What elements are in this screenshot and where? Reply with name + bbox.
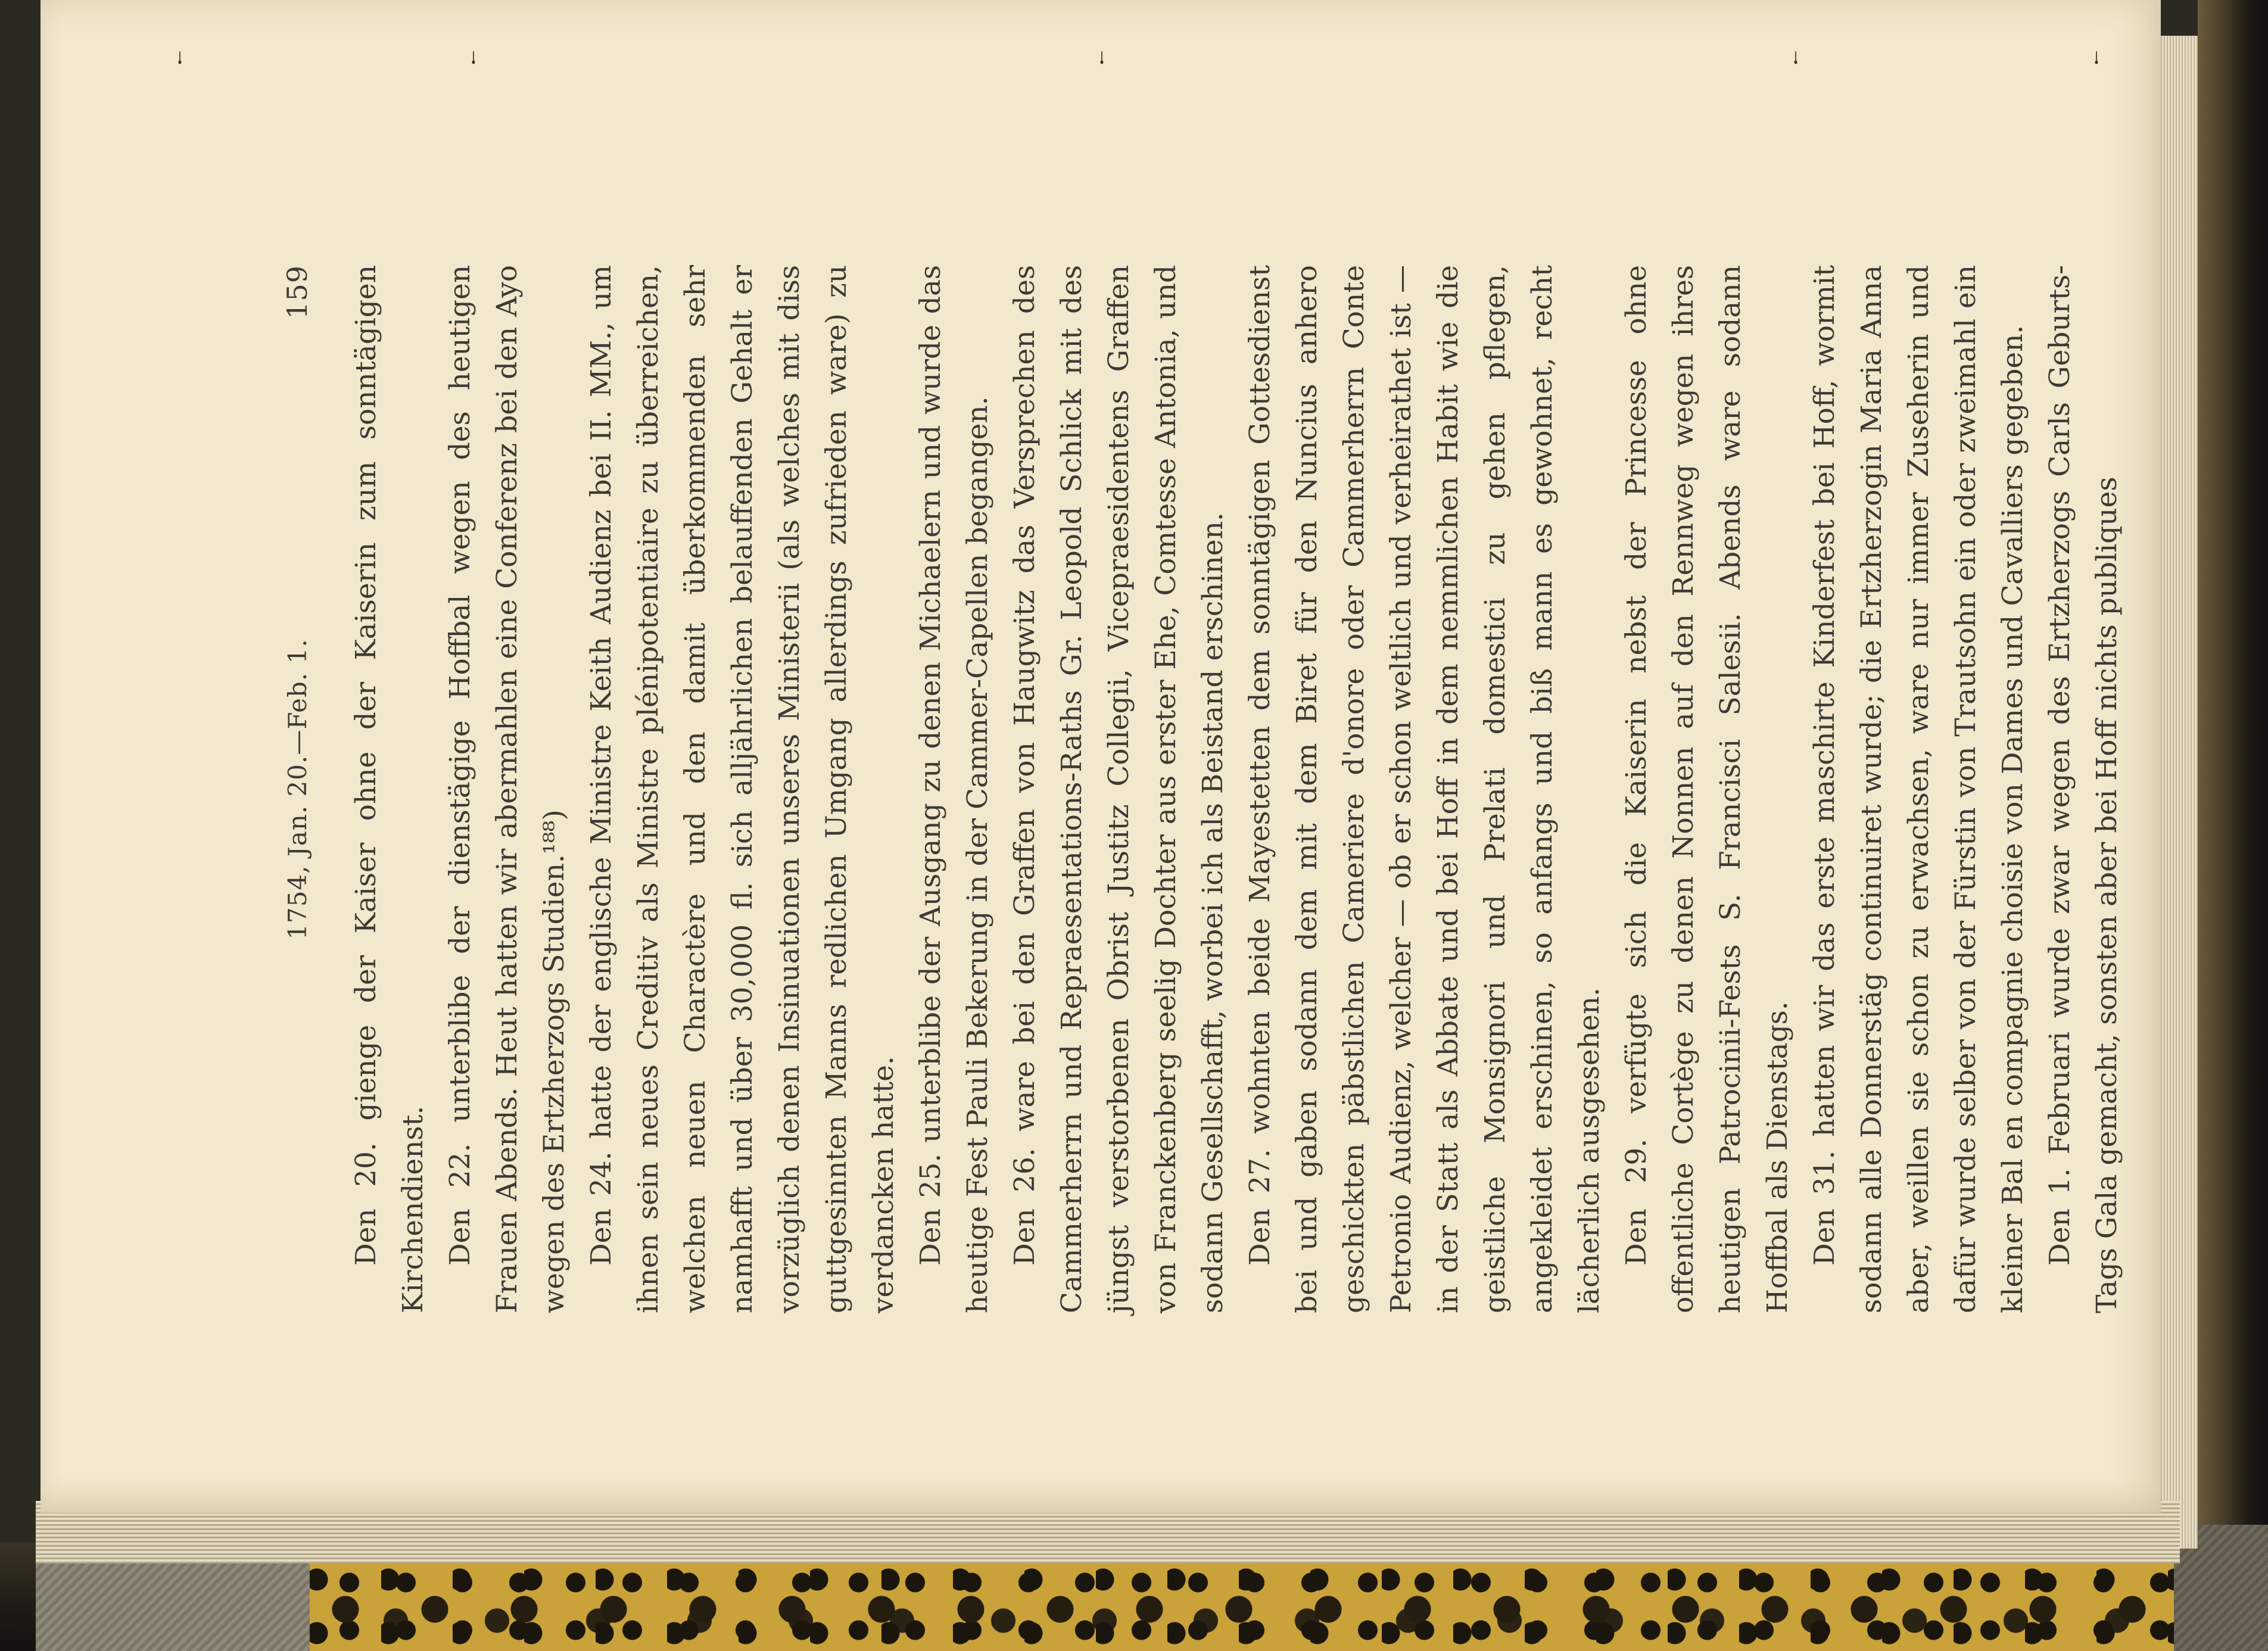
entry-paragraph: Den 29. verfügte sich die Kaiserin nebst der Princesse ohne offentliche Cortège zu denen Nonnen auf den Rennweg wegen ihres heutigen Patrocinii-Fests S. Francisci Salesii. Abends ware sodann Hoffbal als Dienstags. — [1620, 265, 1794, 1313]
entry-paragraph: Den 24. hatte der englische Ministre Keith Audienz bei II. MM., um ihnen sein neues Creditiv als Ministre plénipotentiaire zu überreichen, welchen neuen Charactère und den damit überkommenden sehr namhafft und über 30,000 fl. sich alljährlichen belauffenden Gehalt er vorzüglich denen Insinuationen unseres Ministerii (als welches mit diss guttgesinnten Manns redlichen Umgang allerdings zufrieden ware) zu verdancken hatte. — [585, 265, 900, 1313]
running-head-title: 1754, Jan. 20.—Feb. 1. — [283, 638, 312, 940]
book-cover-right — [2198, 0, 2268, 1651]
binding-stitch-icon: ᛍ — [1095, 48, 1109, 75]
entry-paragraph: Den 25. unterblibe der Ausgang zu denen Michaelern und wurde das heutige Fest Pauli Bekerung in der Cammer-Capellen begangen. — [914, 265, 994, 1313]
entry-paragraph: Den 22. unterblibe der dienstägige Hoffbal wegen des heutigen Frauen Abends. Heut hatten wir abermahlen eine Conferenz bei den Ayo wegen des Ertzherzogs Studien.¹⁸⁸) — [444, 265, 571, 1313]
binding-stitch-icon: ᛍ — [173, 48, 187, 75]
entry-paragraph: Den 31. hatten wir das erste maschirte Kinderfest bei Hoff, wormit sodann alle Donnerstäg continuiret wurde; die Ertzherzogin Maria Anna aber, weillen sie schon zu erwachsen, ware nur immer Zuseherin und dafür wurde selber von der Fürstin von Trautsohn ein oder zweimahl ein kleiner Bal en compagnie choisie von Dames und Cavalliers gegeben. — [1808, 265, 2029, 1313]
rotated-text-block — [274, 265, 2123, 1313]
entry-paragraph: Den 1. Februari wurde zwar wegen des Ertzherzogs Carls Geburts-Tags Gala gemacht, sonsten aber bei Hoff nichts publiques — [2043, 265, 2123, 1313]
binding-stitch-icon: ᛍ — [1789, 48, 1803, 75]
running-head — [274, 265, 321, 1313]
binding-stitch-icon: ᛍ — [2089, 48, 2104, 75]
binding-stitch-icon: ᛍ — [466, 48, 481, 75]
entry-paragraph: Den 27. wohnten beide Mayestetten dem sonntägigen Gottesdienst bei und gaben sodann dem mit dem Biret für den Nuncius anhero geschickten päbstlichen Cameriere d'onore oder Cammerherrn Conte Petronio Audienz, welcher — ob er schon weltlich und verheirathet ist — in der Statt als Abbate und bei Hoff in dem nemmlichen Habit wie die geistliche Monsignori und Prelati domestici zu gehen pflegen, angekleidet erschinen, so anfangs und biß mann es gewohnet, recht lächerlich ausgesehen. — [1244, 265, 1606, 1313]
page-number: 159 — [281, 265, 313, 319]
marbled-endpaper — [310, 1563, 2174, 1651]
entry-paragraph: Den 26. ware bei den Graffen von Haugwitz das Versprechen des Cammerherrn und Repraesentations-Raths Gr. Leopold Schlick mit des jüngst verstorbenen Obrist Justitz Collegii, Vicepraesidentens Graffen von Franckenberg seelig Dochter aus erster Ehe, Comtesse Antonia, und sodann Gesellschafft, worbei ich als Beistand erschinen. — [1008, 265, 1229, 1313]
cloth-binding-left — [36, 1563, 310, 1651]
entry-paragraph: Den 20. gienge der Kaiser ohne der Kaiserin zum sonntägigen Kirchendienst. — [350, 265, 429, 1313]
